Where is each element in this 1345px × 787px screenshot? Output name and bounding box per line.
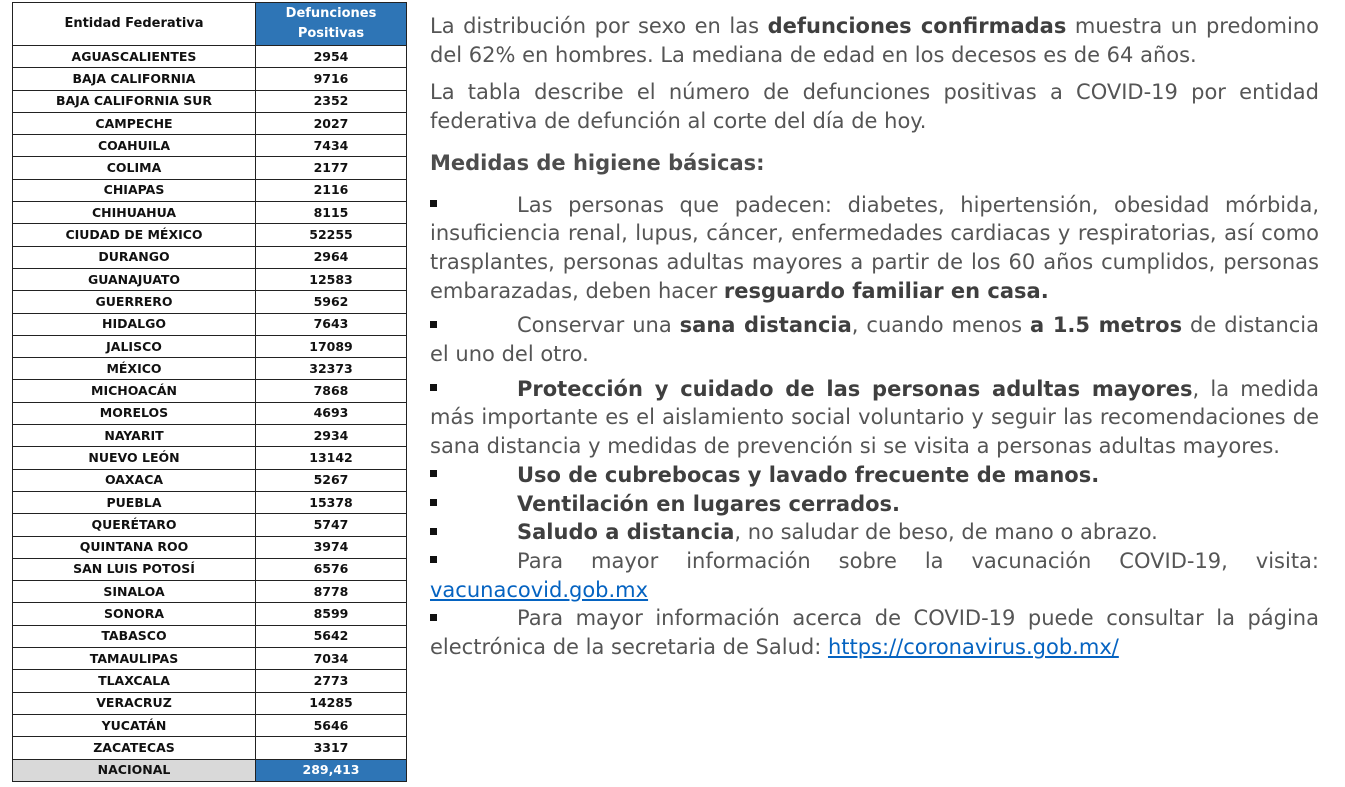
deaths-cell: 52255 — [256, 224, 407, 246]
table-row — [13, 358, 407, 380]
table-row — [13, 380, 407, 402]
table-row — [13, 179, 407, 201]
table-row — [13, 491, 407, 513]
bullet-icon — [430, 528, 437, 535]
table-row — [13, 291, 407, 313]
deaths-cell: 2964 — [256, 246, 407, 268]
table-row — [13, 603, 407, 625]
table-row — [13, 157, 407, 179]
deaths-cell: 2773 — [256, 670, 407, 692]
bullet-icon — [430, 384, 437, 391]
paragraph-table-description: La tabla describe el número de defunciones positivas a COVID-19 por entidad federativa de defunción al corte del día de hoy. — [430, 80, 1319, 134]
deaths-cell: 15378 — [256, 491, 407, 513]
deaths-cell: 7868 — [256, 380, 407, 402]
entity-cell: SAN LUIS POTOSÍ — [13, 558, 256, 580]
table-row — [13, 670, 407, 692]
paragraph-sex-distribution: La distribución por sexo en las defunciones confirmadas muestra un predomino del 62% en hombres. La mediana de edad en los decesos es de 64 años. — [430, 14, 1319, 67]
table-row — [13, 581, 407, 603]
entity-cell: CHIAPAS — [13, 179, 256, 201]
hygiene-heading: Medidas de higiene básicas: — [430, 150, 765, 175]
deaths-cell: 8115 — [256, 202, 407, 224]
deaths-cell: 9716 — [256, 68, 407, 90]
deaths-cell: 2934 — [256, 425, 407, 447]
table-row — [13, 514, 407, 536]
entity-cell: OAXACA — [13, 469, 256, 491]
table-row — [13, 625, 407, 647]
deaths-cell: 2116 — [256, 179, 407, 201]
entity-cell: GUERRERO — [13, 291, 256, 313]
bullet-vaccination: Para mayor información sobre la vacunación COVID-19, visita: vacunacovid.gob.mx — [430, 548, 1319, 602]
header-deaths: Defunciones Positivas — [256, 3, 407, 46]
entity-cell: HIDALGO — [13, 313, 256, 335]
bullet-icon — [430, 321, 437, 328]
table-row — [13, 313, 407, 335]
deaths-cell: 5747 — [256, 514, 407, 536]
bullet-icon — [430, 200, 437, 207]
entity-cell: BAJA CALIFORNIA SUR — [13, 90, 256, 112]
entity-cell: ZACATECAS — [13, 737, 256, 759]
entity-cell: DURANGO — [13, 246, 256, 268]
deaths-cell: 6576 — [256, 558, 407, 580]
deaths-cell: 5267 — [256, 469, 407, 491]
deaths-cell: 5642 — [256, 625, 407, 647]
deaths-cell: 3317 — [256, 737, 407, 759]
deaths-cell: 5646 — [256, 714, 407, 736]
entity-cell: YUCATÁN — [13, 714, 256, 736]
table-row — [13, 68, 407, 90]
table-row — [13, 469, 407, 491]
entity-cell: TLAXCALA — [13, 670, 256, 692]
deaths-cell: 7434 — [256, 135, 407, 157]
entity-cell: CHIHUAHUA — [13, 202, 256, 224]
bullet-greeting: Saludo a distancia, no saludar de beso, de mano o abrazo. — [430, 518, 1319, 547]
table-row — [13, 402, 407, 424]
entity-cell: SINALOA — [13, 581, 256, 603]
table-row — [13, 46, 407, 68]
entity-cell: MICHOACÁN — [13, 380, 256, 402]
table-row — [13, 536, 407, 558]
entity-cell: NUEVO LEÓN — [13, 447, 256, 469]
deaths-cell: 14285 — [256, 692, 407, 714]
deaths-cell: 7643 — [256, 313, 407, 335]
entity-cell: TABASCO — [13, 625, 256, 647]
bullet-distance: Conservar una sana distancia, cuando menos a 1.5 metros de distancia el uno del otro. — [430, 313, 1320, 367]
table-header-row — [13, 3, 407, 46]
total-value: 289,413 — [256, 759, 407, 781]
bullet-ventilation: Ventilación en lugares cerrados. — [430, 490, 1319, 519]
table-row — [13, 558, 407, 580]
bullet-elderly: Protección y cuidado de las personas adultas mayores, la medida más importante es el aislamiento social voluntario y seguir las recomendaciones de sana distancia y medidas de prevención si se visita a personas adultas mayores. — [430, 376, 1320, 459]
entity-cell: SONORA — [13, 603, 256, 625]
deaths-cell: 3974 — [256, 536, 407, 558]
table-row — [13, 447, 407, 469]
bullet-icon — [430, 499, 437, 506]
deaths-cell: 13142 — [256, 447, 407, 469]
deaths-by-state-table — [12, 2, 407, 782]
deaths-cell: 4693 — [256, 402, 407, 424]
bullet-risk-groups: Las personas que padecen: diabetes, hipertensión, obesidad mórbida, insuficiencia renal, lupus, cáncer, enfermedades cardiacas y respiratorias, así como trasplantes, personas adultas mayores a partir de los 60 años cumplidos, personas embarazadas, deben hacer resguardo familiar en casa. — [430, 192, 1319, 303]
deaths-cell: 8599 — [256, 603, 407, 625]
info-text-column — [430, 12, 1319, 662]
table-row — [13, 425, 407, 447]
deaths-cell: 17089 — [256, 335, 407, 357]
entity-cell: COAHUILA — [13, 135, 256, 157]
deaths-cell: 2954 — [256, 46, 407, 68]
entity-cell: CAMPECHE — [13, 112, 256, 134]
entity-cell: JALISCO — [13, 335, 256, 357]
table-row — [13, 268, 407, 290]
entity-cell: TAMAULIPAS — [13, 648, 256, 670]
deaths-cell: 8778 — [256, 581, 407, 603]
header-entity: Entidad Federativa — [13, 3, 256, 46]
table-body — [13, 46, 407, 782]
deaths-cell: 2177 — [256, 157, 407, 179]
deaths-cell: 2027 — [256, 112, 407, 134]
table-row — [13, 135, 407, 157]
entity-cell: PUEBLA — [13, 491, 256, 513]
bullet-icon — [430, 556, 437, 563]
table-row — [13, 648, 407, 670]
entity-cell: MÉXICO — [13, 358, 256, 380]
entity-cell: NAYARIT — [13, 425, 256, 447]
deaths-cell: 5962 — [256, 291, 407, 313]
entity-cell: QUINTANA ROO — [13, 536, 256, 558]
entity-cell: GUANAJUATO — [13, 268, 256, 290]
deaths-cell: 32373 — [256, 358, 407, 380]
entity-cell: COLIMA — [13, 157, 256, 179]
coronavirus-link[interactable]: https://coronavirus.gob.mx/ — [827, 635, 1119, 660]
vaccination-link[interactable]: vacunacovid.gob.mx — [430, 577, 649, 602]
table-row — [13, 335, 407, 357]
table-row — [13, 112, 407, 134]
deaths-cell: 7034 — [256, 648, 407, 670]
bullet-masks: Uso de cubrebocas y lavado frecuente de manos. — [430, 461, 1319, 490]
deaths-cell: 2352 — [256, 90, 407, 112]
entity-cell: VERACRUZ — [13, 692, 256, 714]
deaths-cell: 12583 — [256, 268, 407, 290]
table-row — [13, 714, 407, 736]
entity-cell: CIUDAD DE MÉXICO — [13, 224, 256, 246]
entity-cell: AGUASCALIENTES — [13, 46, 256, 68]
table-row — [13, 224, 407, 246]
table-total-row — [13, 759, 407, 781]
table-row — [13, 246, 407, 268]
entity-cell: BAJA CALIFORNIA — [13, 68, 256, 90]
table-row — [13, 202, 407, 224]
bullet-icon — [430, 614, 437, 621]
bullet-icon — [430, 470, 437, 477]
entity-cell: QUERÉTARO — [13, 514, 256, 536]
table-row — [13, 692, 407, 714]
table-row — [13, 90, 407, 112]
bullet-more-info: Para mayor información acerca de COVID-19 puede consultar la página electrónica de la secretaria de Salud: https://coronavirus.gob.mx/ — [430, 606, 1319, 660]
total-label: NACIONAL — [13, 759, 256, 781]
table-row — [13, 737, 407, 759]
entity-cell: MORELOS — [13, 402, 256, 424]
